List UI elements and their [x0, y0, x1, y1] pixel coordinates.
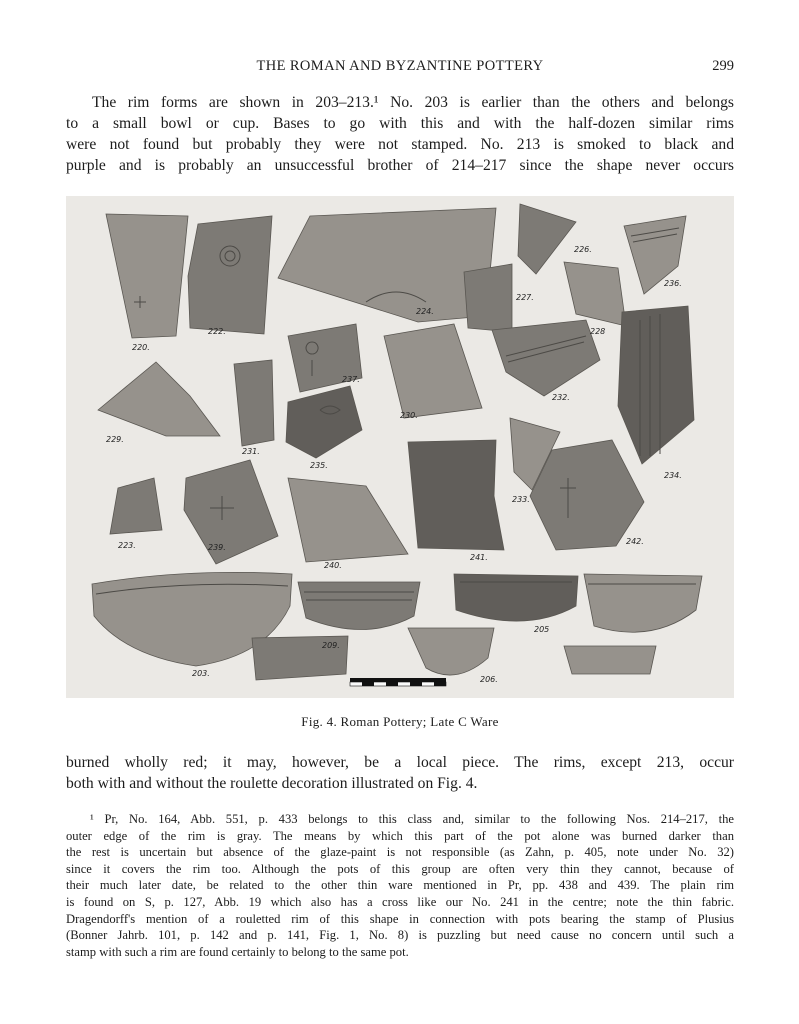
pottery-figure-photo	[66, 196, 734, 698]
sherd-label: 232.	[552, 393, 570, 402]
sherd-label: 242.	[626, 537, 644, 546]
footnote-line: (Bonner Jahrb. 101, p. 142 and p. 141, Fig. 1, No. 8) is puzzling but need cause no concern until such a	[66, 928, 734, 943]
footnote-line: Dragendorff's mention of a rouletted rim of this shape in connection with pots bearing the stamp of Plusius	[66, 911, 734, 926]
sherd-label: 223.	[118, 541, 136, 550]
sherd-label: 226.	[574, 245, 592, 254]
footnote-line: is found on S, p. 127, Abb. 19 which also has a cross like our No. 241 in the centre; note the thin fabric.	[66, 894, 734, 909]
sherd-label: 240.	[324, 561, 342, 570]
footnote-line: the rest is uncertain but absence of the glaze-paint is not responsible (as Zahn, p. 405, note under No. 32)	[66, 845, 734, 860]
sherd-label: 206.	[480, 675, 498, 684]
running-title: THE ROMAN AND BYZANTINE POTTERY	[256, 58, 544, 74]
footnote-line: stamp with such a rim are found certainly to belong to the same pot.	[66, 944, 409, 959]
footnote-line: their much later date, be related to the other thin ware mentioned in Pr, pp. 438 and 439. The plain rim	[66, 878, 734, 893]
sherd-label: 228	[590, 327, 606, 336]
paragraph-1	[66, 92, 734, 176]
text-line: purple and is probably an unsuccessful brother of 214–217 since the shape never occurs	[66, 157, 734, 174]
sherd-label: 241.	[470, 553, 488, 562]
sherd-label: 220.	[132, 343, 150, 352]
sherd-label: 235.	[310, 461, 328, 470]
sherd-label: 205	[534, 625, 550, 634]
pottery-sherds-image	[66, 196, 734, 698]
sherd-label: 234.	[664, 471, 682, 480]
text-line: The rim forms are shown in 203–213.¹ No. 203 is earlier than the others and belongs	[92, 94, 734, 111]
sherd-label: 233.	[512, 495, 530, 504]
sherd-label: 236.	[664, 279, 682, 288]
sherd-label: 239.	[208, 543, 226, 552]
footnote	[66, 811, 734, 960]
text-line: both with and without the roulette decoration illustrated on Fig. 4.	[66, 775, 478, 792]
sherd-label: 224.	[416, 307, 434, 316]
sherd-label: 222.	[208, 327, 226, 336]
figure-caption: Fig. 4. Roman Pottery; Late C Ware	[301, 714, 499, 729]
page-number: 299	[712, 58, 734, 74]
sherd-label: 231.	[242, 447, 260, 456]
footnote-line: ¹ Pr, No. 164, Abb. 551, p. 433 belongs to this class and, similar to the following Nos. 214–217, the	[90, 812, 734, 826]
text-line: to a small bowl or cup. Bases to go with this and with the half-dozen similar rims	[66, 115, 734, 132]
footnote-line: since it covers the rim too. Although the pots of this group are often very thin they cannot, because of	[66, 861, 734, 876]
footnote-line: outer edge of the rim is gray. The means by which this part of the pot alone was burned darker than	[66, 828, 734, 843]
page-header	[66, 58, 734, 78]
sherd-label: 227.	[516, 293, 534, 302]
sherd-label: 203.	[192, 669, 210, 678]
sherd-label: 209.	[322, 641, 340, 650]
sherd-label: 229.	[106, 435, 124, 444]
text-line: burned wholly red; it may, however, be a local piece. The rims, except 213, occur	[66, 754, 734, 771]
sherd-label: 237.	[342, 375, 360, 384]
text-line: were not found but probably they were not stamped. No. 213 is smoked to black and	[66, 136, 734, 153]
paragraph-2	[66, 752, 734, 794]
sherd-label: 230.	[400, 411, 418, 420]
